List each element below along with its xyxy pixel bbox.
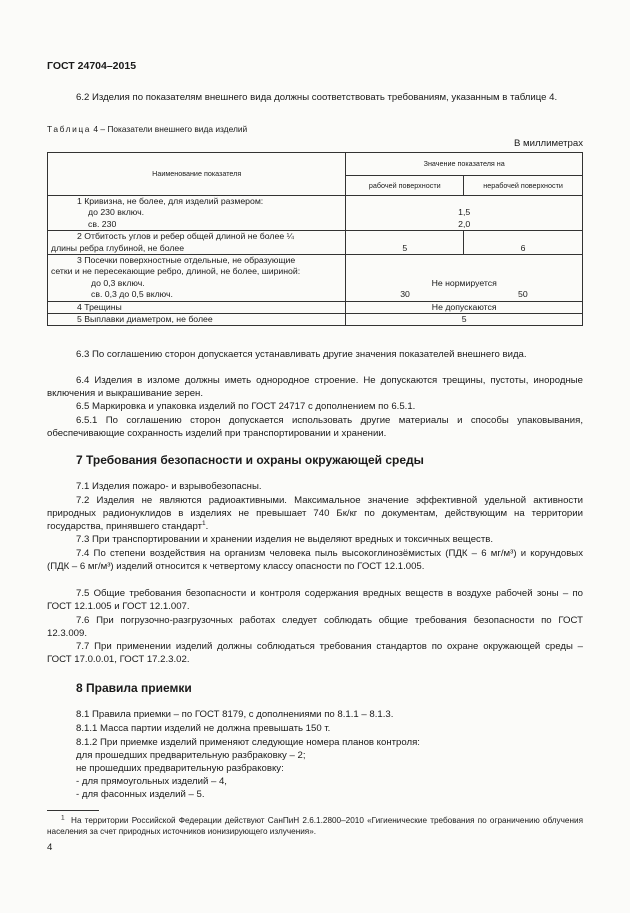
list-item: не прошедших предварительную разбраковку: [76,763,284,774]
header-value: Значение показателя на [346,153,583,176]
row5-name: 5 Выплавки диаметром, не более [48,314,346,326]
list-item: для прошедших предварительную разбраковку – 2; [76,750,306,761]
header-indicator-name: Наименование показателя [48,153,346,196]
paragraph-6-5-1: 6.5.1 По соглашению сторон допускается использовать другие материалы и способы упаковывания, обеспечивающие сохранность изделий при транспортировании и хранении. [47,415,583,440]
footnote-text: На территории Российской Федерации действуют СанПиН 2.6.1.2800–2010 «Гигиенические требования по ограничению облучения населения за счет природных источников ионизирующего излучения». [47,816,583,836]
paragraph-7-6: 7.6 При погрузочно-разгрузочных работах следует соблюдать общие требования безопасности по ГОСТ 12.3.009. [47,615,583,640]
list-item: - для прямоугольных изделий – 4, [76,776,227,787]
footnote-divider [47,810,99,811]
header-nonwork-surface: нерабочей поверхности [464,176,583,196]
header-work-surface: рабочей поверхности [346,176,464,196]
row1-value2: 2,0 [458,218,471,229]
row3-sub2: св. 0,3 до 0,5 включ. [91,289,173,300]
paragraph-7-2: 7.2 Изделия не являются радиоактивными. Максимальное значение эффективной удельной активности природных радионуклидов в изделиях не превышает 740 Бк/кг по документам, действующим на территории государства, принявшего стандарт$^1$. [47,495,583,533]
table-row [48,196,583,231]
row3-sub1: до 0,3 включ. [91,277,145,288]
footnote [47,815,583,837]
paragraph-6-5: 6.5 Маркировка и упаковка изделий по ГОСТ 24717 с дополнением по 6.5.1. [76,401,416,412]
row1-value1: 1,5 [458,207,471,218]
footnote-mark: 1 [61,814,65,822]
paragraph-8-1-1: 8.1.1 Масса партии изделий не должна превышать 150 т. [76,723,331,734]
row4-name: 4 Трещины [48,301,346,313]
row1-name: 1 Кривизна, не более, для изделий размером: [77,196,264,206]
paragraph-6-2: 6.2 Изделия по показателям внешнего вида должны соответствовать требованиям, указанным в таблице 4. [76,92,558,103]
table-units: В миллиметрах [513,138,583,149]
table-row [48,314,583,326]
paragraph-8-1: 8.1 Правила приемки – по ГОСТ 8179, с дополнениями по 8.1.1 – 8.1.3. [76,709,394,720]
table-caption [47,124,247,134]
table-caption-word: Таблица [47,124,92,134]
footnote-ref: 1 [201,520,206,528]
table-row [48,301,583,313]
page-number: 4 [47,842,53,853]
list-item: - для фасонных изделий – 5. [76,789,205,800]
paragraph-6-3: 6.3 По соглашению сторон допускается устанавливать другие значения показателей внешнего вида. [76,349,527,360]
paragraph-8-1-2: 8.1.2 При приемке изделий применяют следующие номера планов контроля: [76,737,420,748]
row2-line1: 2 Отбитость углов и ребер общей длиной не более ¼ [77,231,294,242]
document-header: ГОСТ 24704–2015 [47,60,137,72]
row1-sub2: св. 230 [88,218,117,229]
row3-nonwork: 50 [464,289,583,301]
table-row [48,231,583,255]
section-7-heading: 7 Требования безопасности и охраны окружающей среды [76,453,424,467]
row2-nonwork: 6 [464,231,583,255]
appearance-table [47,152,583,326]
row2-line2: длины ребра глубиной, не более [51,242,185,253]
section-8-heading: 8 Правила приемки [76,681,192,695]
table-caption-title: 4 – Показатели внешнего вида изделий [93,124,248,134]
row2-work: 5 [346,231,464,255]
paragraph-7-1: 7.1 Изделия пожаро- и взрывобезопасны. [76,481,262,492]
row3-work: 30 [346,289,464,301]
row4-value: Не допускаются [346,301,583,313]
paragraph-7-7: 7.7 При применении изделий должны соблюдаться требования стандартов по охране окружающей среды – ГОСТ 17.0.0.01, ГОСТ 17.2.3.02. [47,641,583,666]
row5-value: 5 [346,314,583,326]
table-row [48,255,583,290]
paragraph-7-2-text: 7.2 Изделия не являются радиоактивными. Максимальное значение эффективной удельной активности природных радионуклидов в изделиях не превышает 740 Бк/кг по документам, действующим на территории государства, принявшего стандарт [47,495,583,533]
paragraph-7-3: 7.3 При транспортировании и хранении изделия не выделяют вредных и токсичных веществ. [76,534,494,545]
row1-sub1: до 230 включ. [88,207,145,218]
paragraph-7-5: 7.5 Общие требования безопасности и контроля содержания вредных веществ в воздухе рабочей зоны – по ГОСТ 12.1.005 и ГОСТ 12.1.007. [47,588,583,613]
paragraph-6-4: 6.4 Изделия в изломе должны иметь однородное строение. Не допускаются трещины, пустоты, инородные включения и выкрашивание зерен. [47,375,583,400]
row3-line1: 3 Посечки поверхностные отдельные, не образующие [77,255,296,266]
paragraph-7-4: 7.4 По степени воздействия на организм человека пыль высокоглинозёмистых (ПДК – 6 мг/м³) и корундовых (ПДК – 6 мг/м³) изделий относится к четвертому классу опасности по ГОСТ 12.1.005. [47,548,583,573]
row3-line2: сетки и не пересекающие ребро, длиной, не более, шириной: [51,266,301,277]
row3-value1: Не нормируется [346,255,583,290]
